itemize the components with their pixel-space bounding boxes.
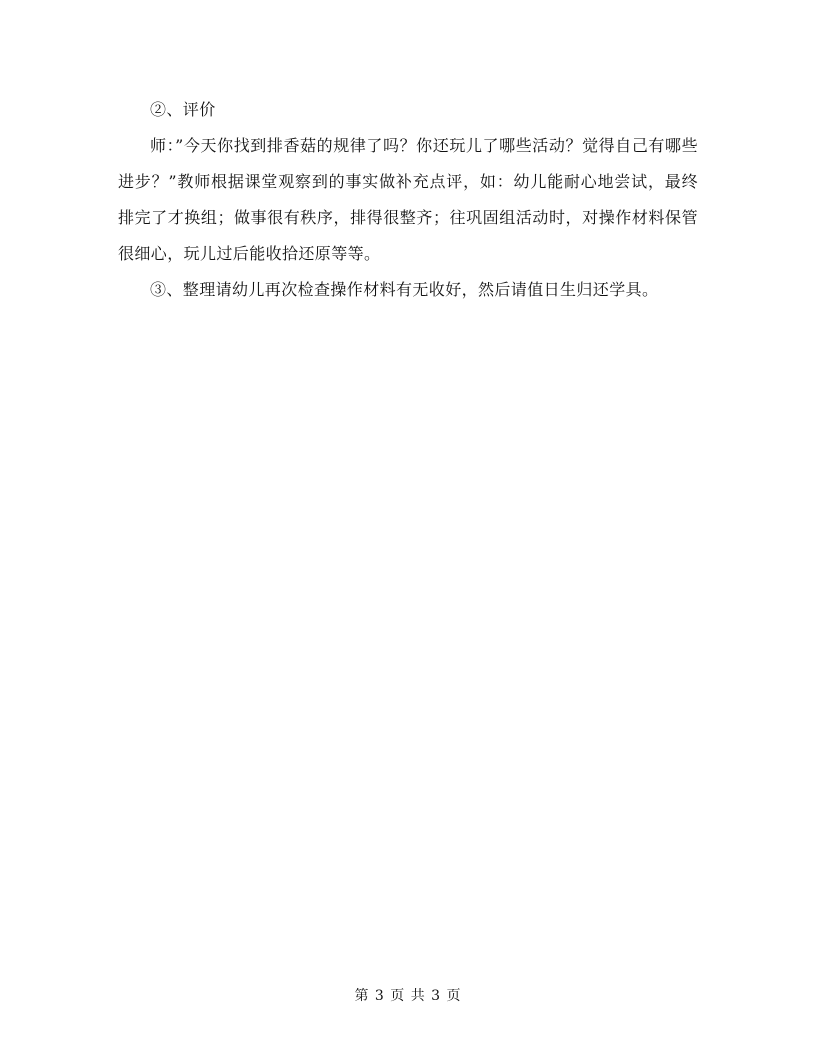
document-body xyxy=(118,92,698,308)
paragraph-teacher-comment: 师：”今天你找到排香菇的规律了吗？你还玩儿了哪些活动？觉得自己有哪些进步？”教师根据课堂观察到的事实做补充点评，如：幼儿能耐心地尝试，最终排完了才换组；做事很有秩序，排得很整齐；往巩固组活动时，对操作材料保管很细心，玩儿过后能收拾还原等等。 xyxy=(118,136,698,263)
page-footer xyxy=(0,985,816,1005)
page-number: 第 3 页 共 3 页 xyxy=(354,988,462,1004)
paragraph-tidy-up: ③、整理请幼儿再次检查操作材料有无收好，然后请值日生归还学具。 xyxy=(150,280,659,299)
paragraph-evaluation-heading: ②、评价 xyxy=(150,100,216,119)
